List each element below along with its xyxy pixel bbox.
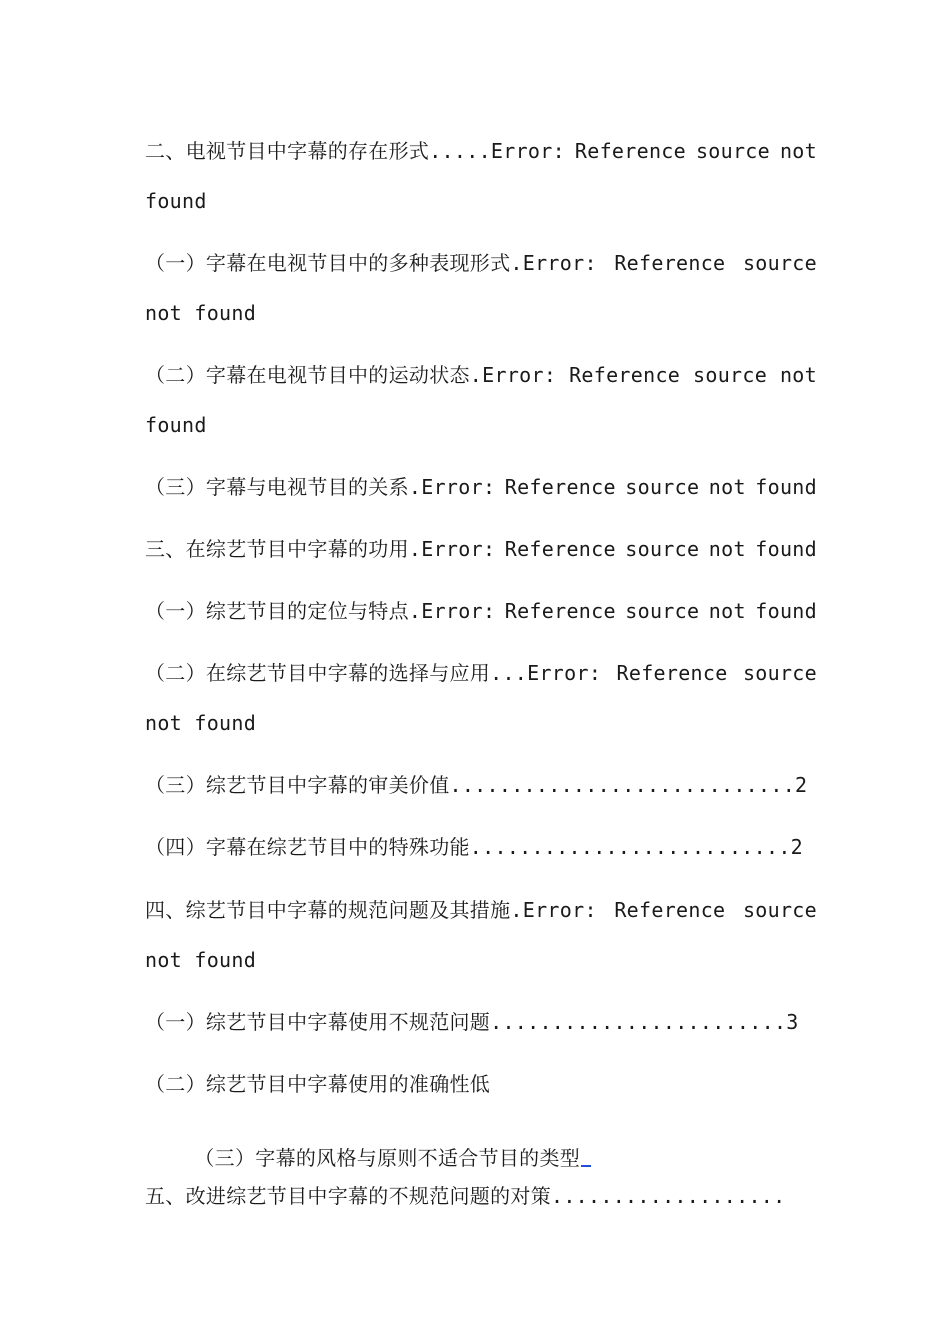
toc-entry-3-2-continuation: not found	[145, 711, 257, 735]
toc-entry-4-1[interactable]: （一）综艺节目中字幕使用不规范问题........................3	[145, 1010, 799, 1034]
toc-entry-2-3[interactable]	[145, 475, 817, 499]
toc-entry-4-2[interactable]: （二）综艺节目中字幕使用的准确性低	[145, 1072, 491, 1096]
toc-entry-4-text: 四、综艺节目中字幕的规范问题及其措施.Error:	[145, 898, 597, 922]
toc-entry-3[interactable]	[145, 537, 817, 561]
toc-entry-3-2-word: Reference	[616, 661, 728, 685]
toc-entry-2-word: source	[695, 139, 770, 163]
toc-entry-2-word: not	[779, 139, 817, 163]
toc-entry-4-3-text: （三）字幕的风格与原则不适合节目的类型	[194, 1146, 581, 1170]
toc-entry-2-2-word: not	[779, 363, 817, 387]
toc-entry-3-word: not	[708, 537, 746, 561]
toc-entry-3-2[interactable]	[145, 661, 817, 685]
toc-entry-3-3[interactable]: （三）综艺节目中字幕的审美价值............................2	[145, 773, 808, 797]
toc-entry-2-word: Reference	[574, 139, 686, 163]
toc-entry-3-word: found	[755, 537, 817, 561]
toc-entry-3-1-word: found	[755, 599, 817, 623]
toc-entry-2-1[interactable]	[145, 251, 817, 275]
toc-entry-3-1-text: （一）综艺节目的定位与特点.Error:	[145, 599, 496, 623]
toc-entry-2-2-word: source	[693, 363, 768, 387]
toc-entry-4[interactable]	[145, 898, 817, 922]
toc-entry-3-2-word: source	[742, 661, 817, 685]
toc-entry-3-1-word: Reference	[504, 599, 616, 623]
toc-entry-2-text: 二、电视节目中字幕的存在形式.....Error:	[145, 139, 565, 163]
toc-entry-2-3-word: Reference	[504, 475, 616, 499]
toc-entry-2-2-text: （二）字幕在电视节目中的运动状态.Error:	[145, 363, 557, 387]
toc-entry-3-1-word: source	[625, 599, 700, 623]
toc-entry-3-1-word: not	[708, 599, 746, 623]
toc-entry-3-text: 三、在综艺节目中字幕的功用.Error:	[145, 537, 496, 561]
toc-entry-2-1-text: （一）字幕在电视节目中的多种表现形式.Error:	[145, 251, 597, 275]
toc-entry-2-3-word: found	[755, 475, 817, 499]
toc-entry-2-2[interactable]	[145, 363, 817, 387]
toc-entry-2-1-word: source	[742, 251, 817, 275]
toc-entry-3-word: source	[625, 537, 700, 561]
toc-entry-2-1-word: Reference	[614, 251, 726, 275]
toc-entry-2-2-word: Reference	[569, 363, 681, 387]
toc-entry-5[interactable]: 五、改进综艺节目中字幕的不规范问题的对策...................	[145, 1184, 786, 1208]
toc-entry-3-word: Reference	[504, 537, 616, 561]
text-cursor	[581, 1165, 591, 1167]
toc-entry-2-3-word: not	[708, 475, 746, 499]
toc-entry-3-2-text: （二）在综艺节目中字幕的选择与应用...Error:	[145, 661, 602, 685]
toc-entry-4-continuation: not found	[145, 948, 257, 972]
toc-entry-2-2-continuation: found	[145, 413, 207, 437]
toc-entry-3-1[interactable]	[145, 599, 817, 623]
toc-entry-4-word: source	[742, 898, 817, 922]
toc-entry-3-4[interactable]: （四）字幕在综艺节目中的特殊功能..........................2	[145, 835, 804, 859]
toc-entry-2-continuation: found	[145, 189, 207, 213]
toc-entry-2[interactable]	[145, 139, 817, 163]
toc-entry-2-3-text: （三）字幕与电视节目的关系.Error:	[145, 475, 496, 499]
toc-entry-2-3-word: source	[625, 475, 700, 499]
toc-entry-2-1-continuation: not found	[145, 301, 257, 325]
toc-entry-4-word: Reference	[614, 898, 726, 922]
